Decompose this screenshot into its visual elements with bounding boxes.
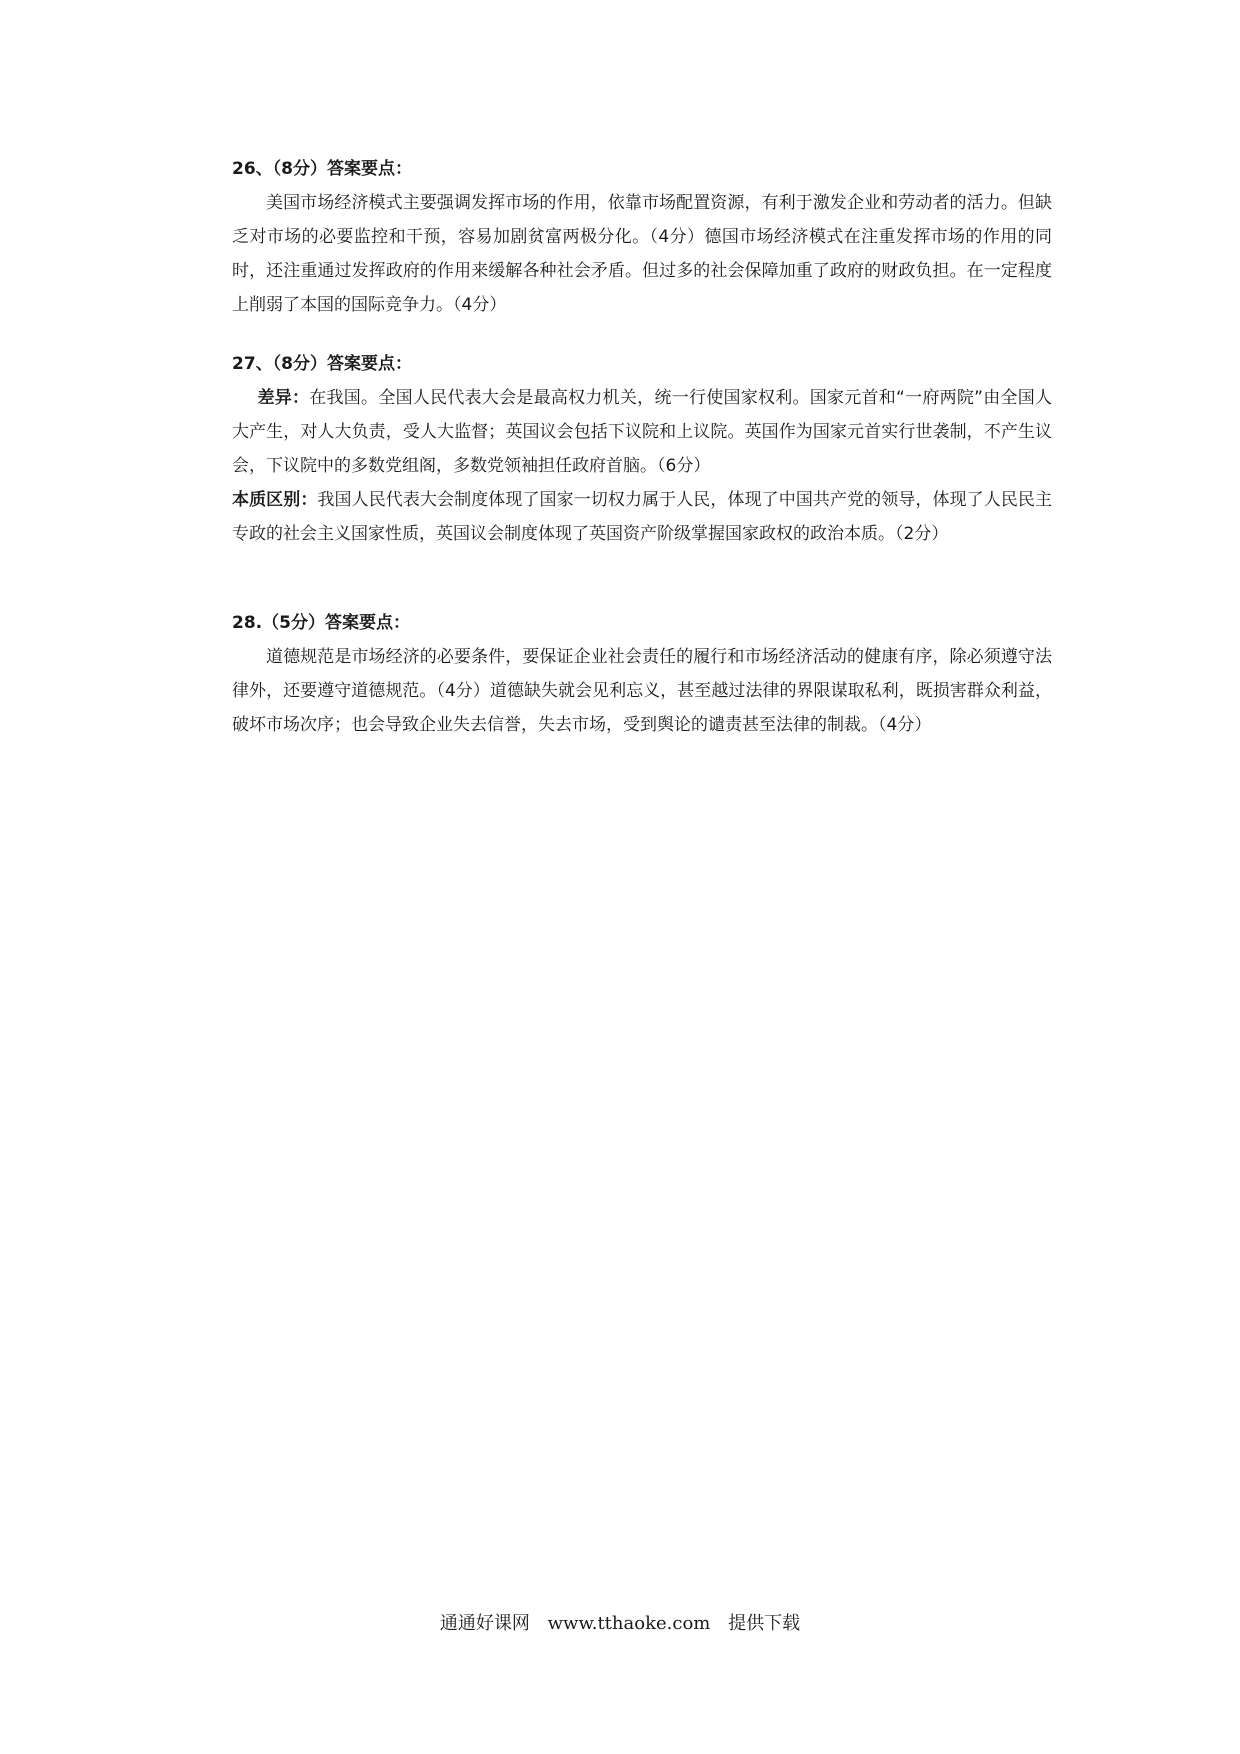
difference-text: 在我国。全国人民代表大会是最高权力机关，统一行使国家权利。国家元首和“一府两院”由全国人大产生，对人大负责，受人大监督；英国议会包括下议院和上议院。英国作为国家元首实行世袭制，不产生议会，下议院中的多数党组阁，多数党领袖担任政府首脑。（6分）	[232, 388, 1052, 476]
question-27-essence	[232, 483, 1052, 551]
question-26-answer: 美国市场经济模式主要强调发挥市场的作用，依靠市场配置资源，有利于激发企业和劳动者的活力。但缺乏对市场的必要监控和干预，容易加剧贫富两极分化。（4分）德国市场经济模式在注重发挥市场的作用的同时，还注重通过发挥政府的作用来缓解各种社会矛盾。但过多的社会保障加重了政府的财政负担。在一定程度上削弱了本国的国际竞争力。（4分）	[232, 193, 1052, 315]
difference-label: 差异：	[257, 388, 310, 408]
question-26-heading: 26、（8分）答案要点：	[232, 159, 412, 179]
footer-site-name: 通通好课网	[439, 1613, 530, 1634]
page-footer	[0, 1610, 1240, 1638]
question-28-heading: 28.（5分）答案要点：	[232, 613, 410, 633]
footer-suffix: 提供下载	[728, 1613, 801, 1634]
footer-url: www.tthaoke.com	[547, 1613, 711, 1634]
question-28-answer: 道德规范是市场经济的必要条件，要保证企业社会责任的履行和市场经济活动的健康有序，除必须遵守法律外，还要遵守道德规范。（4分）道德缺失就会见利忘义，甚至越过法律的界限谋取私利，既损害群众利益，破坏市场次序；也会导致企业失去信誉，失去市场，受到舆论的谴责甚至法律的制裁。（4分）	[232, 647, 1052, 735]
question-28	[232, 606, 1052, 742]
question-27-difference	[232, 381, 1052, 483]
question-26	[232, 152, 1052, 322]
question-27-heading: 27、（8分）答案要点：	[232, 354, 412, 374]
essence-label: 本质区别：	[232, 490, 318, 510]
essence-text: 我国人民代表大会制度体现了国家一切权力属于人民，体现了中国共产党的领导，体现了人民民主专政的社会主义国家性质，英国议会制度体现了英国资产阶级掌握国家政权的政治本质。（2分）	[232, 490, 1053, 544]
question-27	[232, 347, 1052, 551]
